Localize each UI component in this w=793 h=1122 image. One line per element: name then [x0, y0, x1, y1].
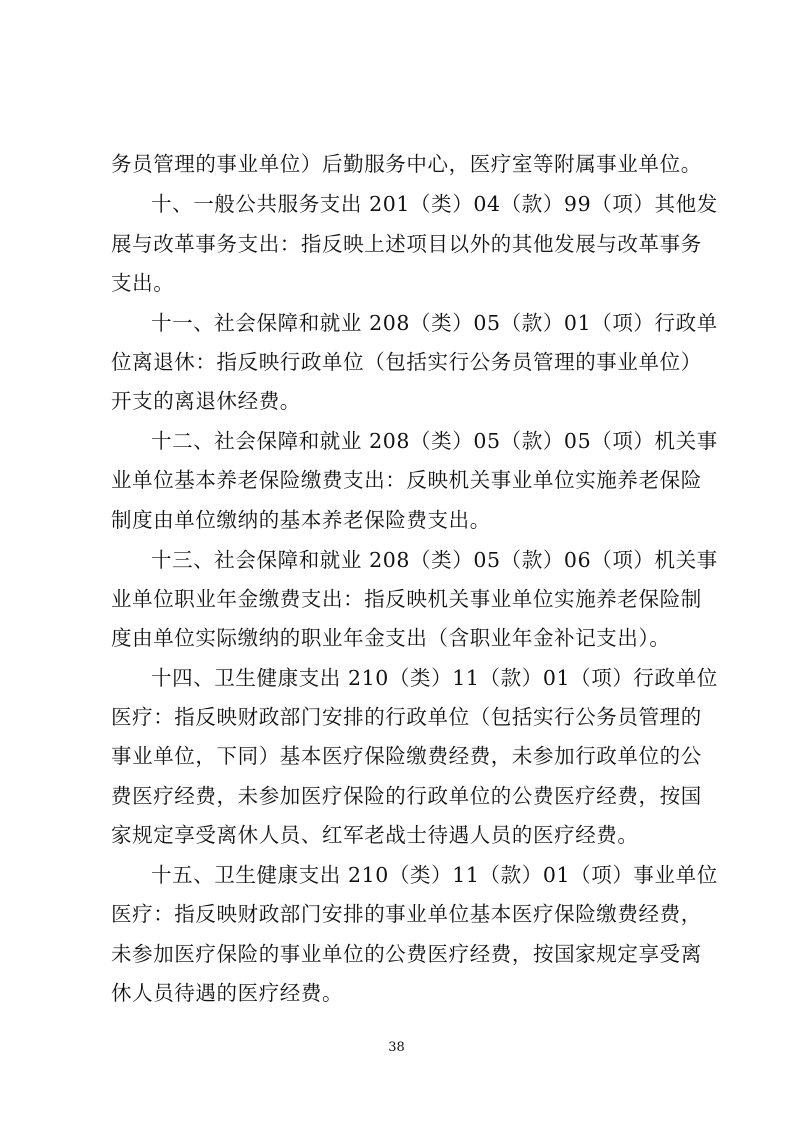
paragraph-line: 十一、社会保障和就业 208（类）05（款）01（项）行政单 [151, 311, 718, 335]
paragraph-line: 业单位职业年金缴费支出：指反映机关事业单位实施养老保险制 [111, 587, 702, 611]
paragraph-line: 十三、社会保障和就业 208（类）05（款）06（项）机关事 [151, 548, 718, 572]
paragraph-line: 开支的离退休经费。 [111, 389, 301, 413]
paragraph-line: 制度由单位缴纳的基本养老保险费支出。 [111, 508, 491, 532]
paragraph-line: 十、一般公共服务支出 201（类）04（款）99（项）其他发 [151, 192, 718, 216]
paragraph-line: 医疗：指反映财政部门安排的事业单位基本医疗保险缴费经费， [111, 902, 702, 926]
paragraph-line: 休人员待遇的医疗经费。 [111, 981, 344, 1005]
paragraph-line: 事业单位，下同）基本医疗保险缴费经费，未参加行政单位的公 [111, 744, 702, 768]
paragraph-line: 费医疗经费，未参加医疗保险的行政单位的公费医疗经费，按国 [111, 784, 702, 808]
paragraph-line: 家规定享受离休人员、红军老战士待遇人员的医疗经费。 [111, 823, 639, 847]
paragraph-line: 未参加医疗保险的事业单位的公费医疗经费，按国家规定享受离 [111, 942, 702, 966]
paragraph-line: 业单位基本养老保险缴费支出：反映机关事业单位实施养老保险 [111, 468, 702, 492]
paragraph-line: 支出。 [111, 271, 175, 295]
paragraph-line: 务员管理的事业单位）后勤服务中心，医疗室等附属事业单位。 [111, 152, 702, 176]
paragraph-line: 十五、卫生健康支出 210（类）11（款）01（项）事业单位 [151, 863, 718, 887]
page-number: 38 [388, 1040, 405, 1055]
paragraph-line: 十四、卫生健康支出 210（类）11（款）01（项）行政单位 [151, 666, 718, 690]
paragraph-line: 度由单位实际缴纳的职业年金支出（含职业年金补记支出）。 [111, 626, 671, 650]
paragraph-line: 位离退休：指反映行政单位（包括实行公务员管理的事业单位） [111, 350, 702, 374]
paragraph-line: 医疗：指反映财政部门安排的行政单位（包括实行公务员管理的 [111, 705, 702, 729]
paragraph-line: 十二、社会保障和就业 208（类）05（款）05（项）机关事 [151, 429, 718, 453]
paragraph-line: 展与改革事务支出：指反映上述项目以外的其他发展与改革事务 [111, 232, 702, 256]
